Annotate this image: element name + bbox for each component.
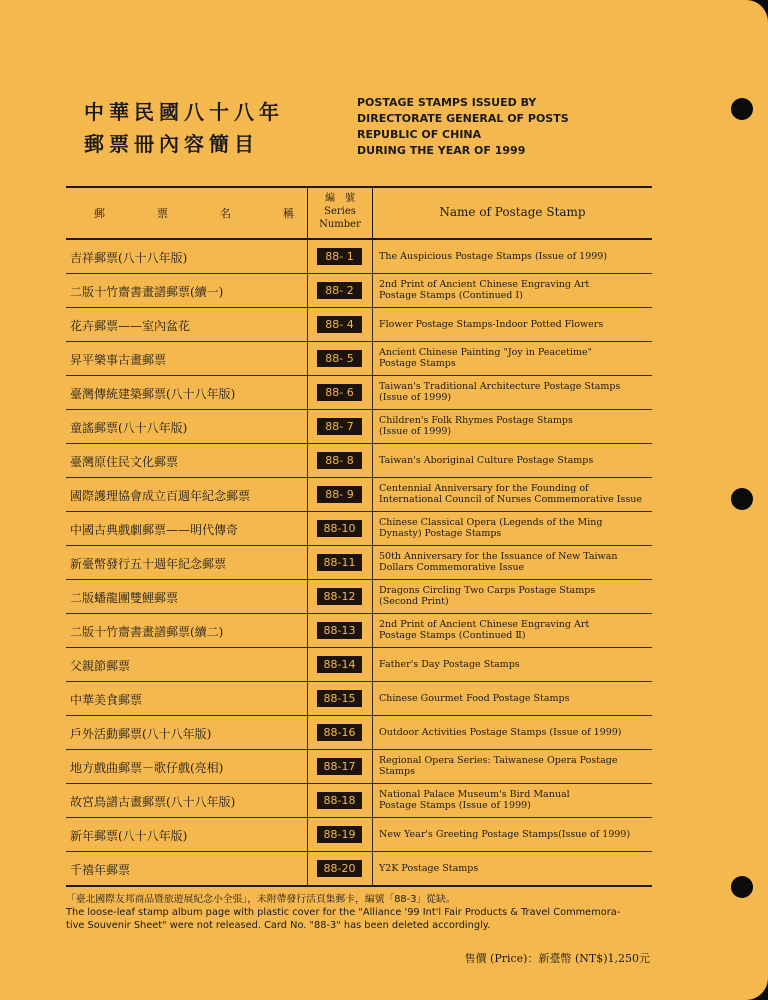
series-number-badge: 88-16 [317, 724, 362, 741]
footnote-en-line2: tive Souvenir Sheet" were not released. Card No. "88-3" has been deleted accordingly. [66, 920, 491, 931]
series-number-badge: 88-18 [317, 792, 362, 809]
stamp-name-en: Chinese Classical Opera (Legends of the Ming Dynasty) Postage Stamps [379, 517, 603, 539]
stamp-name-zh: 昇平樂事古畫郵票 [70, 353, 167, 367]
stamp-name-zh: 二版十竹齋書畫譜郵票(續二) [70, 625, 224, 639]
stamp-name-en: Y2K Postage Stamps [379, 863, 479, 874]
stamp-name-en: Flower Postage Stamps-Indoor Potted Flowers [379, 319, 604, 330]
column-divider [307, 512, 308, 545]
stamp-name-en: Chinese Gourmet Food Postage Stamps [379, 693, 570, 704]
table-row [66, 750, 652, 784]
table-row [66, 240, 652, 274]
title-zh-line2: 郵票冊內容簡目 [84, 132, 259, 156]
column-divider [307, 240, 308, 273]
stamp-name-en: Dragons Circling Two Carps Postage Stamps (Second Print) [379, 585, 596, 607]
stamp-name-zh: 千禧年郵票 [70, 863, 131, 877]
column-divider [307, 376, 308, 409]
table-row [66, 580, 652, 614]
stamp-name-zh: 新年郵票(八十八年版) [70, 829, 188, 843]
stamp-name-en: Ancient Chinese Painting "Joy in Peacetime" Postage Stamps [379, 347, 592, 369]
header-series-en1: Series [324, 206, 356, 217]
stamp-table [66, 186, 652, 887]
series-number-badge: 88-10 [317, 520, 362, 537]
series-number-badge: 88- 1 [317, 248, 362, 265]
stamp-name-zh: 國際護理協會成立百週年紀念郵票 [70, 489, 251, 503]
header-char: 票 [157, 207, 168, 220]
table-row [66, 614, 652, 648]
stamp-name-en: Outdoor Activities Postage Stamps (Issue of 1999) [379, 727, 622, 738]
stamp-name-en: 50th Anniversary for the Issuance of New Taiwan Dollars Commemorative Issue [379, 551, 618, 573]
column-divider [307, 580, 308, 613]
column-divider [307, 784, 308, 817]
stamp-name-en: New Year's Greeting Postage Stamps(Issue of 1999) [379, 829, 631, 840]
stamp-name-en: Regional Opera Series: Taiwanese Opera Postage Stamps [379, 755, 618, 777]
stamp-name-en: Children's Folk Rhymes Postage Stamps (Issue of 1999) [379, 415, 573, 437]
title-en-line: POSTAGE STAMPS ISSUED BY [357, 96, 537, 109]
header-char: 名 [220, 207, 231, 220]
series-number-badge: 88-14 [317, 656, 362, 673]
column-divider [372, 546, 373, 579]
column-divider [372, 682, 373, 715]
stamp-name-zh: 二版蟠龍團雙鯉郵票 [70, 591, 179, 605]
price-label: 售價 (Price)：新臺幣 (NT$)1,250元 [464, 952, 650, 965]
stamp-name-zh: 童謠郵票(八十八年版) [70, 421, 188, 435]
stamp-name-zh: 新臺幣發行五十週年紀念郵票 [70, 557, 227, 571]
column-divider [307, 274, 308, 307]
stamp-name-zh: 中華美食郵票 [70, 693, 143, 707]
column-divider [307, 444, 308, 477]
table-row [66, 376, 652, 410]
table-row [66, 342, 652, 376]
title-en-block [357, 95, 617, 159]
column-divider [307, 648, 308, 681]
binder-hole-bottom [731, 876, 753, 898]
column-divider [372, 784, 373, 817]
table-row [66, 444, 652, 478]
header-series-number [308, 192, 372, 231]
column-divider [372, 342, 373, 375]
stamp-name-zh: 臺灣傳統建築郵票(八十八年版) [70, 387, 236, 401]
table-row [66, 546, 652, 580]
column-divider [372, 818, 373, 851]
table-row [66, 682, 652, 716]
stamp-name-zh: 故宮鳥譜古畫郵票(八十八年版) [70, 795, 236, 809]
footnote [66, 893, 676, 932]
column-divider [372, 240, 373, 273]
column-divider [307, 750, 308, 783]
header-stamp-name-en: Name of Postage Stamp [439, 205, 586, 219]
series-number-badge: 88-19 [317, 826, 362, 843]
stamp-name-zh: 父親節郵票 [70, 659, 131, 673]
stamp-name-en: Taiwan's Aboriginal Culture Postage Stamps [379, 455, 594, 466]
table-row [66, 648, 652, 682]
table-header [66, 188, 652, 240]
column-divider [372, 512, 373, 545]
stamp-name-en: The Auspicious Postage Stamps (Issue of 1999) [379, 251, 608, 262]
footnote-zh: 「臺北國際友邦商品暨旅遊展紀念小全張」，未附帶發行活頁集郵卡，編號「88-3」從缺。 [66, 894, 456, 905]
column-divider [307, 410, 308, 443]
binder-hole-middle [731, 488, 753, 510]
column-divider [307, 682, 308, 715]
series-number-badge: 88-17 [317, 758, 362, 775]
table-row [66, 818, 652, 852]
table-body [66, 240, 652, 887]
table-row [66, 274, 652, 308]
table-row [66, 478, 652, 512]
column-divider [372, 410, 373, 443]
series-number-badge: 88- 9 [317, 486, 362, 503]
header-series-zh: 編 號 [325, 193, 355, 204]
stamp-name-en: 2nd Print of Ancient Chinese Engraving Art Postage Stamps (Continued Ⅰ) [379, 279, 590, 301]
column-divider [372, 716, 373, 749]
column-divider [372, 580, 373, 613]
series-number-badge: 88-13 [317, 622, 362, 639]
binder-hole-top [731, 98, 753, 120]
table-row [66, 784, 652, 818]
stamp-name-en: 2nd Print of Ancient Chinese Engraving Art Postage Stamps (Continued Ⅱ) [379, 619, 590, 641]
column-divider [307, 852, 308, 885]
series-number-badge: 88- 6 [317, 384, 362, 401]
header-stamp-name-zh [94, 205, 294, 221]
column-divider [372, 750, 373, 783]
column-divider [307, 614, 308, 647]
column-divider [307, 546, 308, 579]
column-divider [372, 852, 373, 885]
series-number-badge: 88- 5 [317, 350, 362, 367]
column-divider [372, 376, 373, 409]
title-zh-line1: 中華民國八十八年 [84, 100, 284, 124]
column-divider [307, 716, 308, 749]
stamp-name-zh: 二版十竹齋書畫譜郵票(續一) [70, 285, 224, 299]
title-en-line: REPUBLIC OF CHINA [357, 128, 482, 141]
stamp-name-zh: 花卉郵票——室內盆花 [70, 319, 191, 333]
table-row [66, 852, 652, 887]
stamp-name-zh: 戶外活動郵票(八十八年版) [70, 727, 212, 741]
column-divider [307, 818, 308, 851]
header-char: 稱 [283, 207, 294, 220]
footnote-en-line1: The loose-leaf stamp album page with plastic cover for the "Alliance '99 Int'l Fair Products & Travel Commemora- [66, 907, 621, 918]
stamp-name-zh: 臺灣原住民文化郵票 [70, 455, 179, 469]
stamp-name-en: Father's Day Postage Stamps [379, 659, 520, 670]
header-series-en2: Number [319, 219, 361, 230]
series-number-badge: 88-15 [317, 690, 362, 707]
column-divider [307, 342, 308, 375]
column-divider [372, 274, 373, 307]
column-divider [372, 444, 373, 477]
table-row [66, 410, 652, 444]
column-divider [307, 478, 308, 511]
table-row [66, 512, 652, 546]
table-row [66, 716, 652, 750]
series-number-badge: 88- 2 [317, 282, 362, 299]
column-divider [372, 478, 373, 511]
column-divider [307, 308, 308, 341]
header-char: 郵 [94, 207, 105, 220]
title-en-line: DIRECTORATE GENERAL OF POSTS [357, 112, 569, 125]
stamp-name-zh: 中國古典戲劇郵票——明代傳奇 [70, 523, 239, 537]
series-number-badge: 88-11 [317, 554, 362, 571]
series-number-badge: 88- 7 [317, 418, 362, 435]
column-divider [372, 308, 373, 341]
stamp-name-en: Centennial Anniversary for the Founding of International Council of Nurses Commemorative Issue [379, 483, 642, 505]
title-en-line: DURING THE YEAR OF 1999 [357, 144, 526, 157]
stamp-name-zh: 吉祥郵票(八十八年版) [70, 251, 188, 265]
column-divider [372, 614, 373, 647]
table-row [66, 308, 652, 342]
column-divider [372, 648, 373, 681]
series-number-badge: 88- 4 [317, 316, 362, 333]
series-number-badge: 88-20 [317, 860, 362, 877]
stamp-name-en: National Palace Museum's Bird Manual Postage Stamps (Issue of 1999) [379, 789, 570, 811]
stamp-name-en: Taiwan's Traditional Architecture Postage Stamps (Issue of 1999) [379, 381, 621, 403]
stamp-name-zh: 地方戲曲郵票－歌仔戲(亮相) [70, 761, 224, 775]
series-number-badge: 88-12 [317, 588, 362, 605]
series-number-badge: 88- 8 [317, 452, 362, 469]
